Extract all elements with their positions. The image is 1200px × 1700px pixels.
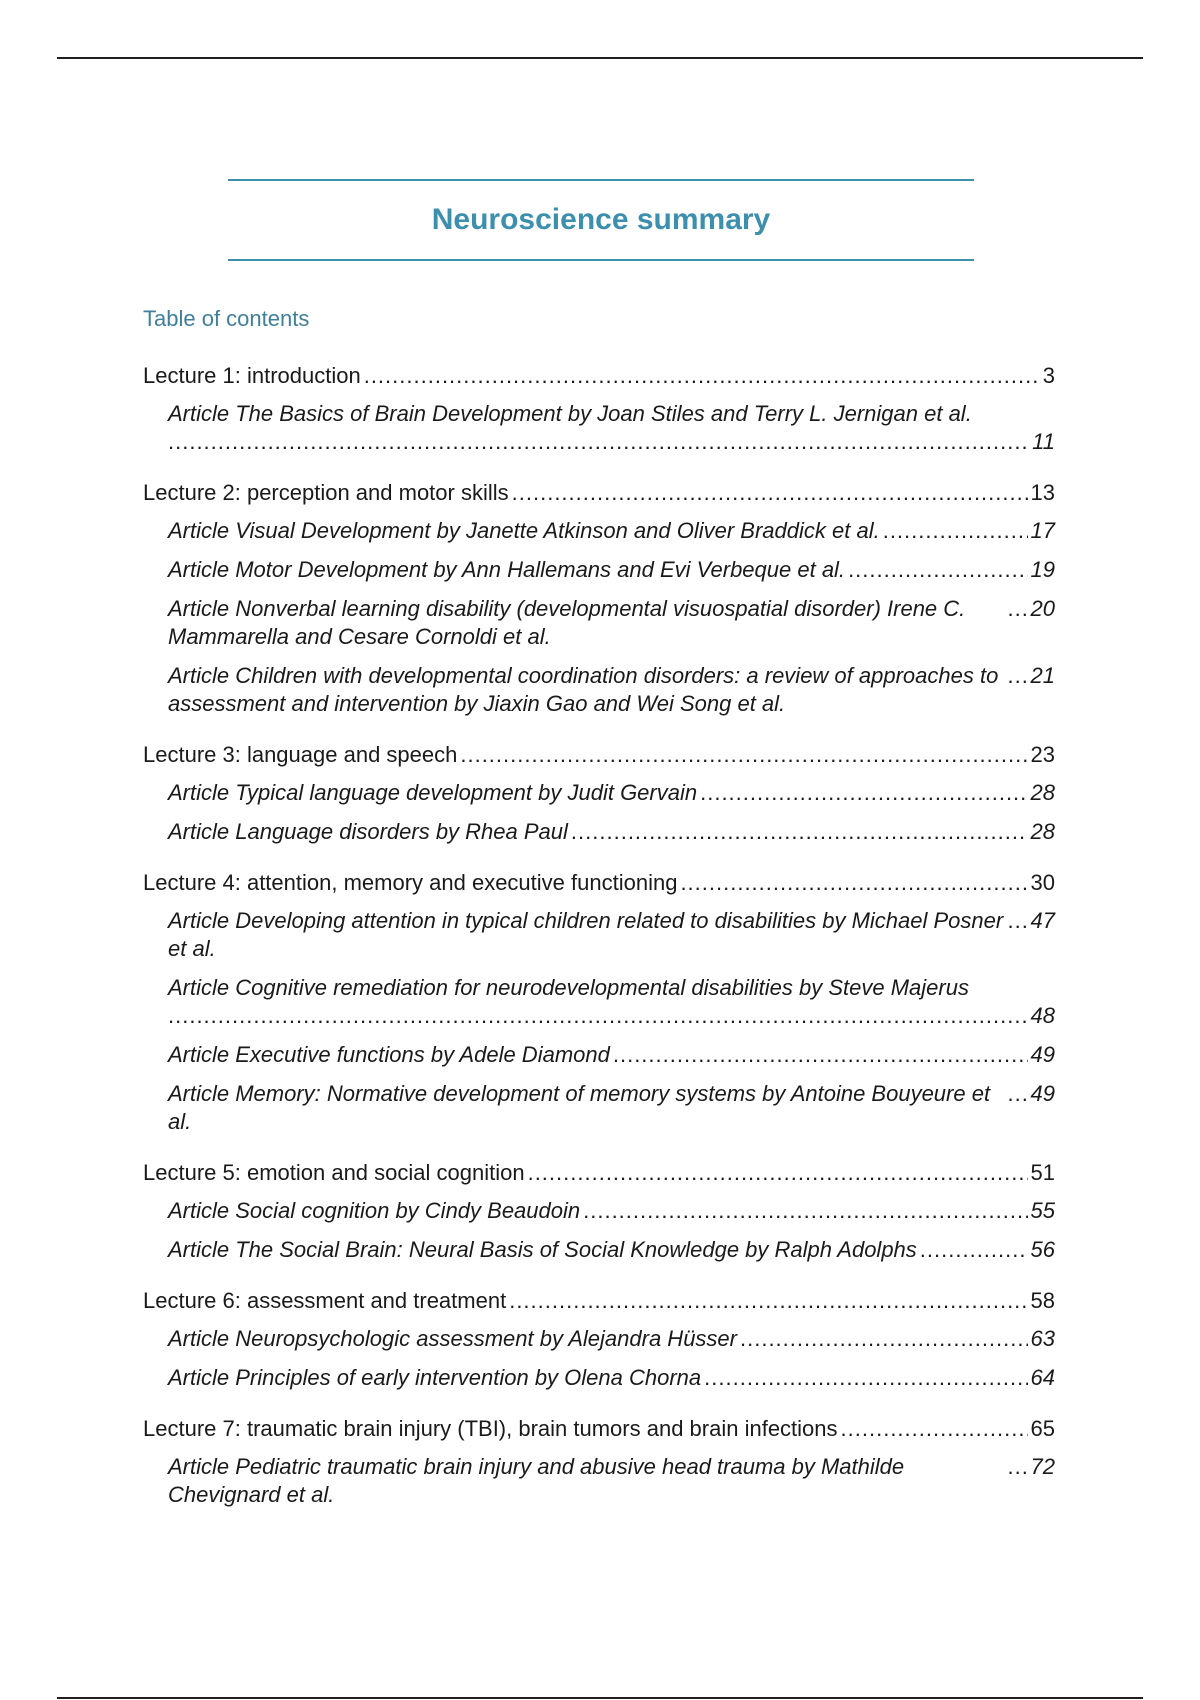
toc-page-number: 63 xyxy=(1030,1326,1055,1351)
dot-leader xyxy=(680,868,1027,898)
dot-leader xyxy=(512,478,1028,508)
toc-entry-title: Article Principles of early intervention by Olena Chorna xyxy=(168,1365,702,1390)
toc-page-number: 20 xyxy=(1030,596,1055,621)
dot-leader xyxy=(509,1286,1027,1316)
dot-leader xyxy=(1008,907,1028,935)
toc-page-number: 19 xyxy=(1030,557,1055,582)
toc-heading: Table of contents xyxy=(143,306,310,331)
toc-page-number: 11 xyxy=(1032,429,1055,454)
toc-entry-title: Lecture 5: emotion and social cognition xyxy=(143,1160,525,1185)
toc-page-number: 64 xyxy=(1030,1365,1055,1390)
toc-page-number: 13 xyxy=(1030,480,1055,505)
toc-article[interactable] xyxy=(168,1453,1055,1509)
dot-leader xyxy=(1008,1453,1028,1481)
toc-article[interactable] xyxy=(168,1325,1055,1353)
toc-page-number: 51 xyxy=(1030,1160,1055,1185)
toc-article[interactable] xyxy=(168,556,1055,584)
toc-page-number: 21 xyxy=(1030,663,1055,688)
dot-leader xyxy=(613,1041,1028,1069)
toc-lecture-7[interactable] xyxy=(143,1414,1055,1444)
toc-entry-title: Article Social cognition by Cindy Beaudoin xyxy=(168,1198,581,1223)
toc-article[interactable] xyxy=(168,1197,1055,1225)
toc-entry-title: Lecture 7: traumatic brain injury (TBI), brain tumors and brain infections xyxy=(143,1416,838,1441)
page-bottom-rule xyxy=(57,1697,1143,1699)
toc-article[interactable] xyxy=(168,400,1055,456)
toc-page-number: 28 xyxy=(1030,780,1055,805)
title-block xyxy=(228,179,974,261)
toc-page-number: 49 xyxy=(1030,1042,1055,1067)
toc-page-number: 56 xyxy=(1030,1237,1055,1262)
toc-page-number: 49 xyxy=(1030,1081,1055,1106)
toc-page-number: 30 xyxy=(1030,870,1055,895)
document-title: Neuroscience summary xyxy=(431,203,771,236)
toc-article[interactable] xyxy=(168,907,1055,963)
toc-page-number: 72 xyxy=(1030,1454,1055,1479)
dot-leader xyxy=(571,818,1028,846)
toc-page-number: 55 xyxy=(1030,1198,1055,1223)
toc-entry-title: Article The Basics of Brain Development by Joan Stiles and Terry L. Jernigan et al. xyxy=(168,401,972,426)
toc-article[interactable] xyxy=(168,595,1055,651)
toc-page-number: 65 xyxy=(1030,1416,1055,1441)
toc-page-number: 23 xyxy=(1030,742,1055,767)
dot-leader xyxy=(841,1414,1028,1444)
toc-entry-title: Article Pediatric traumatic brain injury and abusive head trauma by Mathilde Chevignard et al. xyxy=(168,1454,905,1507)
dot-leader xyxy=(700,779,1027,807)
toc-entry-title: Lecture 6: assessment and treatment xyxy=(143,1288,507,1313)
dot-leader xyxy=(583,1197,1027,1225)
dot-leader xyxy=(168,428,1029,456)
toc-entry-title: Lecture 1: introduction xyxy=(143,363,361,388)
toc-lecture-4[interactable] xyxy=(143,868,1055,898)
toc-lecture-1[interactable] xyxy=(143,361,1055,391)
dot-leader xyxy=(848,556,1027,584)
toc-entry-title: Article Developing attention in typical children related to disabilities by Michael Posner et al. xyxy=(168,908,1004,961)
dot-leader xyxy=(168,1002,1028,1030)
toc-lecture-5[interactable] xyxy=(143,1158,1055,1188)
toc-entry-title: Lecture 3: language and speech xyxy=(143,742,458,767)
toc-entry-title: Article Motor Development by Ann Hallemans and Evi Verbeque et al. xyxy=(168,557,846,582)
dot-leader xyxy=(1008,662,1028,690)
toc-entry-title: Article The Social Brain: Neural Basis of Social Knowledge by Ralph Adolphs xyxy=(168,1237,917,1262)
toc-page-number: 17 xyxy=(1030,518,1055,543)
toc-article[interactable] xyxy=(168,779,1055,807)
toc-article[interactable] xyxy=(168,1364,1055,1392)
toc-lecture-3[interactable] xyxy=(143,740,1055,770)
toc-article[interactable] xyxy=(168,818,1055,846)
dot-leader xyxy=(364,361,1040,391)
page-top-rule xyxy=(57,57,1143,59)
toc-entry-title: Lecture 2: perception and motor skills xyxy=(143,480,509,505)
title-bottom-line xyxy=(228,259,974,261)
toc-lecture-2[interactable] xyxy=(143,478,1055,508)
toc-page-number: 47 xyxy=(1030,908,1055,933)
toc-page-number: 48 xyxy=(1030,1003,1055,1028)
toc-article[interactable] xyxy=(168,1236,1055,1264)
toc-article[interactable] xyxy=(168,662,1055,718)
toc-article[interactable] xyxy=(168,974,1055,1030)
title-top-line xyxy=(228,179,974,181)
dot-leader xyxy=(704,1364,1027,1392)
toc-page-number: 3 xyxy=(1042,363,1055,388)
toc-entry-title: Article Executive functions by Adele Diamond xyxy=(168,1042,610,1067)
toc-entry-title: Article Cognitive remediation for neurodevelopmental disabilities by Steve Majerus xyxy=(168,975,969,1000)
toc-page-number: 58 xyxy=(1030,1288,1055,1313)
toc-entry-title: Article Nonverbal learning disability (developmental visuospatial disorder) Irene C. Mammarella and Cesare Cornoldi et al. xyxy=(168,596,966,649)
table-of-contents xyxy=(143,361,1055,1509)
toc-entry-title: Article Language disorders by Rhea Paul xyxy=(168,819,568,844)
dot-leader xyxy=(920,1236,1028,1264)
toc-page-number: 28 xyxy=(1030,819,1055,844)
toc-article[interactable] xyxy=(168,517,1055,545)
toc-article[interactable] xyxy=(168,1041,1055,1069)
dot-leader xyxy=(1008,595,1028,623)
toc-lecture-6[interactable] xyxy=(143,1286,1055,1316)
toc-entry-title: Article Visual Development by Janette Atkinson and Oliver Braddick et al. xyxy=(168,518,880,543)
dot-leader xyxy=(740,1325,1028,1353)
dot-leader xyxy=(883,517,1028,545)
dot-leader xyxy=(1008,1080,1028,1108)
toc-entry-title: Article Memory: Normative development of memory systems by Antoine Bouyeure et al. xyxy=(168,1081,991,1134)
dot-leader xyxy=(460,740,1027,770)
toc-entry-title: Article Children with developmental coordination disorders: a review of approaches to assessment and intervention by Jiaxin Gao and Wei Song et al. xyxy=(168,663,999,716)
toc-article[interactable] xyxy=(168,1080,1055,1136)
toc-entry-title: Article Neuropsychologic assessment by Alejandra Hüsser xyxy=(168,1326,737,1351)
dot-leader xyxy=(528,1158,1028,1188)
toc-entry-title: Article Typical language development by Judit Gervain xyxy=(168,780,698,805)
toc-entry-title: Lecture 4: attention, memory and executive functioning xyxy=(143,870,678,895)
